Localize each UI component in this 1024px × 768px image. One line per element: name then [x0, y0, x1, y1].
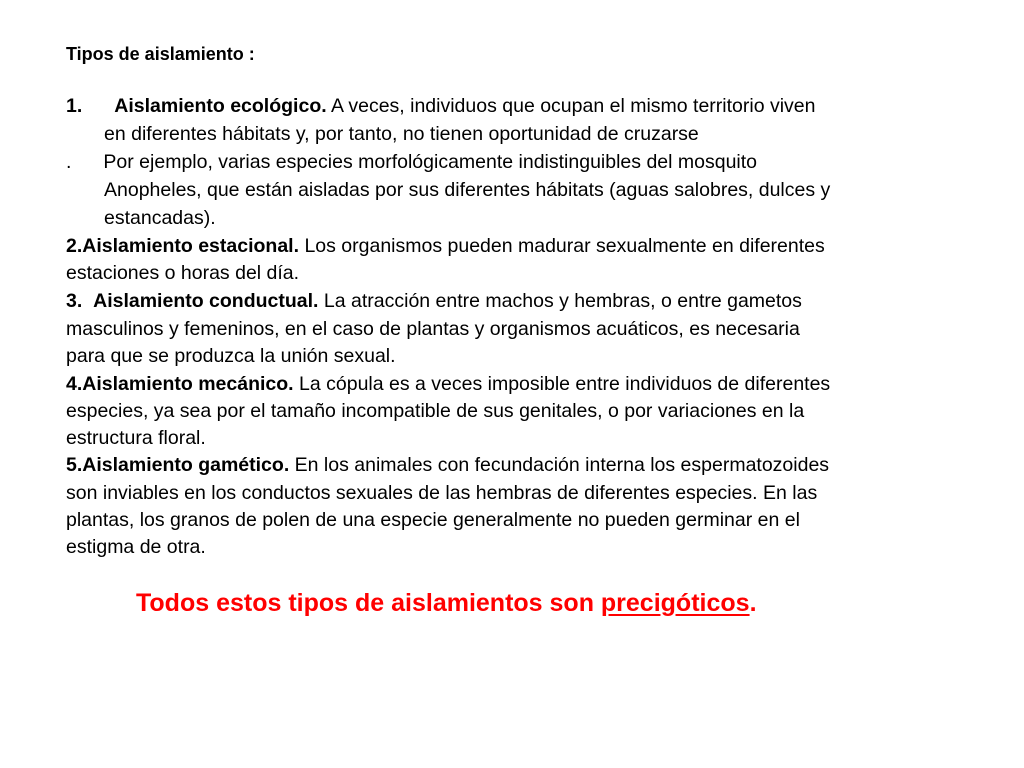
item-5-text-line-1: En los animales con fecundación interna los espermatozoides — [294, 454, 830, 476]
item-5-heading: Aislamiento gamético. — [82, 454, 290, 476]
item-3-line-2 — [66, 315, 800, 343]
slide-title — [66, 40, 255, 68]
item-1-example-line-3 — [104, 204, 216, 232]
item-1-example-text-2: Anopheles, que están aisladas por sus diferentes hábitats (aguas salobres, dulces y — [104, 179, 831, 201]
item-5-line-4 — [66, 533, 206, 561]
conclusion-prefix: Todos estos tipos de aislamientos son — [136, 589, 601, 617]
item-2-line-1 — [66, 232, 825, 260]
conclusion-emphasis: precigóticos — [600, 589, 750, 617]
item-4-heading: Aislamiento mecánico. — [82, 373, 294, 395]
item-2-text-line-1: Los organismos pueden madurar sexualmente en diferentes — [304, 235, 825, 257]
item-4-number: 4. — [66, 373, 83, 395]
item-5-line-1 — [66, 451, 829, 479]
item-3-line-3 — [66, 342, 396, 370]
item-3-heading: Aislamiento conductual. — [93, 290, 319, 312]
item-5-number: 5. — [66, 454, 83, 476]
item-5-text-line-4: estigma de otra. — [66, 536, 206, 558]
conclusion-suffix: . — [749, 589, 757, 617]
item-2-line-2 — [66, 259, 299, 287]
item-1-heading: Aislamiento ecológico. — [114, 95, 327, 117]
conclusion-statement — [136, 586, 757, 620]
item-3-text-line-2: masculinos y femeninos, en el caso de plantas y organismos acuáticos, es necesaria — [66, 318, 800, 340]
item-2-heading: Aislamiento estacional. — [82, 235, 300, 257]
item-5-text-line-2: son inviables en los conductos sexuales de las hembras de diferentes especies. En las — [66, 482, 818, 504]
item-1-example-text-3: estancadas). — [104, 207, 216, 229]
item-1-example-text-1: Por ejemplo, varias especies morfológicamente indistinguibles del mosquito — [103, 151, 758, 173]
slide-title-text: Tipos de aislamiento : — [66, 44, 255, 64]
item-4-line-1 — [66, 370, 830, 398]
item-2-text-line-2: estaciones o horas del día. — [66, 262, 300, 284]
item-3-number: 3. — [66, 290, 83, 312]
item-5-line-3 — [66, 506, 800, 534]
item-1-line-2 — [104, 120, 699, 148]
item-3-text-line-3: para que se produzca la unión sexual. — [66, 345, 396, 367]
item-5-line-2 — [66, 479, 817, 507]
item-3-text-line-1: La atracción entre machos y hembras, o entre gametos — [323, 290, 802, 312]
item-1-text-line-2: en diferentes hábitats y, por tanto, no tienen oportunidad de cruzarse — [104, 123, 699, 145]
item-1-example-line-1 — [66, 148, 757, 176]
item-1-text-line-1: A veces, individuos que ocupan el mismo territorio viven — [331, 95, 816, 117]
item-4-text-line-3: estructura floral. — [66, 427, 206, 449]
item-4-line-3 — [66, 424, 206, 452]
item-3-line-1 — [66, 287, 802, 315]
item-4-text-line-1: La cópula es a veces imposible entre individuos de diferentes — [299, 373, 831, 395]
item-2-number: 2. — [66, 235, 83, 257]
item-1-number: 1. — [66, 95, 83, 117]
item-1-example-line-2 — [104, 176, 830, 204]
item-4-text-line-2: especies, ya sea por el tamaño incompatible de sus genitales, o por variaciones en la — [66, 400, 805, 422]
item-5-text-line-3: plantas, los granos de polen de una especie generalmente no pueden germinar en el — [66, 509, 800, 531]
item-1-line-1 — [66, 92, 816, 120]
item-4-line-2 — [66, 397, 804, 425]
item-1-example-marker: . — [66, 151, 72, 173]
